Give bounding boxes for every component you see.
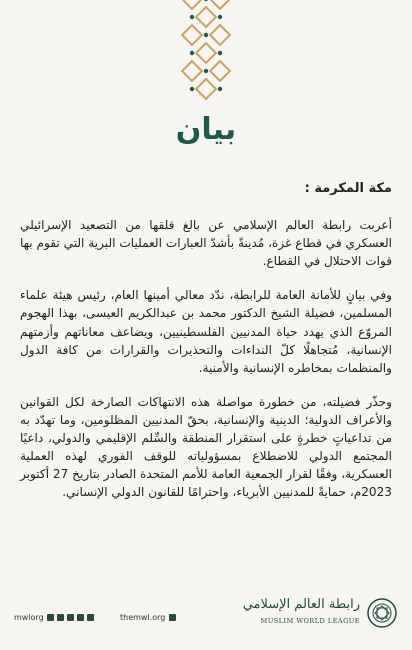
logo-english-text: MUSLIM WORLD LEAGUE bbox=[260, 617, 360, 625]
social-handle: mwlorg bbox=[14, 613, 44, 622]
mwl-logo bbox=[242, 595, 398, 631]
statement-title: بيان bbox=[175, 112, 237, 147]
website-link[interactable] bbox=[120, 613, 176, 622]
paragraph-2: وفي بيانٍ للأمانة العامة للرابطة، ندّد معالي أمينها العام، رئيس هيئة علماء المسلمين، فضيلة الشيخ الدكتور محمد بن عبدالكريم العيسى، بهذا الهجوم المروّع الذي يهدد حياة المدنيين الفلسطينيين، ويضاعف معاناتهم وأزمتهم الإنسانية، مُتجاهلًا كلّ النداءات والتحذيرات والقرارات من كافة الدول والمنظمات بمخاطره الإنسانية والأمنية. bbox=[20, 288, 392, 375]
instagram-icon[interactable] bbox=[67, 614, 74, 621]
website-url: themwl.org bbox=[120, 613, 166, 622]
youtube-icon[interactable] bbox=[77, 614, 84, 621]
emblem-icon bbox=[366, 597, 398, 629]
twitter-icon[interactable] bbox=[47, 614, 54, 621]
facebook-icon[interactable] bbox=[57, 614, 64, 621]
logo-arabic-text: رابطة العالم الإسلامي bbox=[242, 597, 360, 612]
globe-icon bbox=[169, 614, 176, 621]
paragraph-3: وحذّر فضيلته، من خطورة مواصلة هذه الانتهاكات الصارخة لكل القوانين والأعراف الدولية؛ الدينية والإنسانية، بحقّ المدنيين المظلومين، وما تهدّد به من تداعياتٍ خطرةٍ على استقرار المنطقة والسِّلم الإقليمي والدولي، داعيًا المجتمع الدولي للاضطلاع بمسؤولياته للوقف الفوري لهذه العملية العسكرية، وفقًا لقرار الجمعية العامة للأمم المتحدة الصادر بتاريخ 27 أكتوبر 2023م، حمايةً للمدنيين الأبرياء، واحترامًا للقانون الدولي الإنساني. bbox=[20, 394, 392, 500]
footer bbox=[0, 595, 412, 635]
geometric-pattern-decoration bbox=[180, 0, 232, 100]
social-links[interactable] bbox=[14, 613, 94, 622]
snapchat-icon[interactable] bbox=[87, 614, 94, 621]
paragraph-1: أعربت رابطة العالم الإسلامي عن بالغ قلقها من التصعيد الإسرائيلي العسكري في قطاع غزة، مُدينةً بأشدّ العبارات العمليات البرية التي تقوم بها قوات الاحتلال في القطاع. bbox=[20, 218, 392, 269]
dateline-location: مكة المكرمة : bbox=[304, 181, 392, 196]
statement-body bbox=[20, 180, 392, 517]
